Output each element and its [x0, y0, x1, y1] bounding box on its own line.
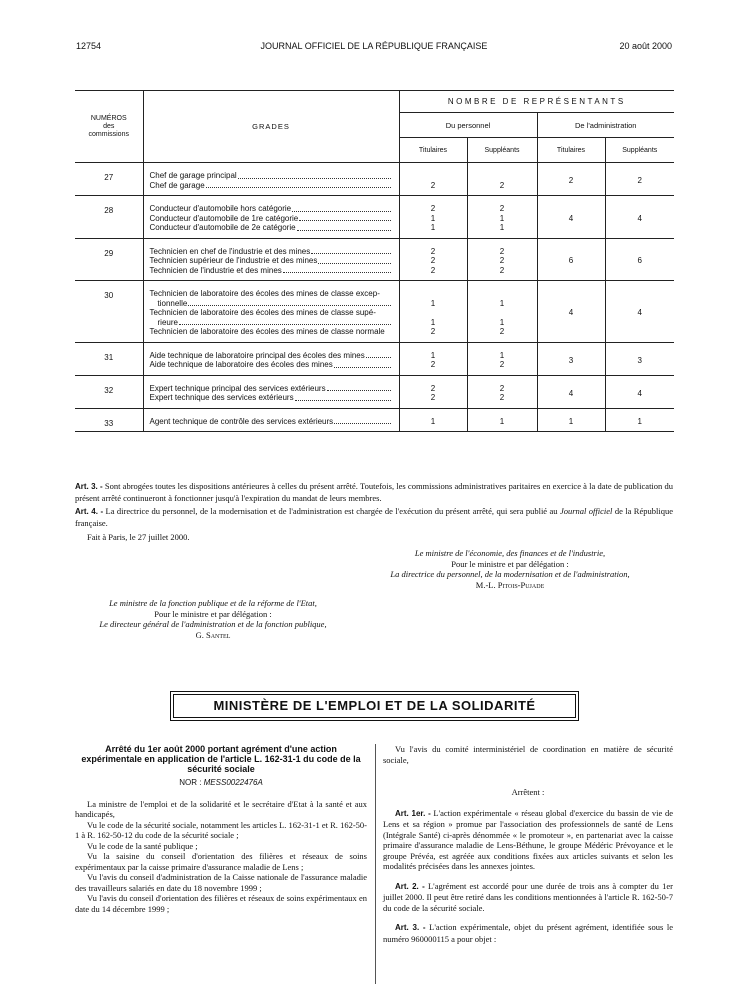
table-row — [75, 375, 674, 408]
personnel-suppleants: 1 1 2 — [467, 281, 537, 343]
personnel-suppleants: 2 — [467, 163, 537, 196]
personnel-titulaires: 1 1 2 — [399, 281, 467, 343]
article-4: Art. 4. - La directrice du personnel, de la modernisation et de l'administration est chargée de l'exécution du présent arrêté, qui sera publié au Journal officiel de la République française. — [75, 506, 673, 528]
grade-line: Aide technique de laboratoire des écoles des mines — [150, 360, 391, 370]
grade-cell — [143, 196, 399, 239]
personnel-titulaires: 2 2 2 — [399, 238, 467, 281]
column-divider — [375, 744, 376, 984]
grade-cell — [143, 238, 399, 281]
grade-cell — [143, 408, 399, 432]
commission-number: 31 — [75, 342, 143, 375]
grade-line: Agent technique de contrôle des services extérieurs — [150, 417, 391, 427]
table-row — [75, 408, 674, 432]
header-pers-titulaires: Titulaires — [399, 138, 467, 163]
personnel-suppleants: 2 2 2 — [467, 238, 537, 281]
grade-line: Chef de garage — [150, 181, 391, 191]
grade-line: Chef de garage principal — [150, 171, 391, 181]
fait-a-paris: Fait à Paris, le 27 juillet 2000. — [87, 532, 190, 542]
administration-suppleants: 3 — [605, 342, 674, 375]
administration-suppleants: 6 — [605, 238, 674, 281]
grade-line: Technicien en chef de l'industrie et des mines — [150, 247, 391, 257]
visa-paragraph: Vu le code de la santé publique ; — [87, 840, 198, 851]
grade-line: Technicien de laboratoire des écoles des mines de classe supé- — [149, 308, 376, 317]
commission-number: 32 — [75, 375, 143, 408]
header-representants: NOMBRE DE REPRÉSENTANTS — [399, 91, 674, 113]
left-column — [75, 744, 367, 914]
grade-cell — [143, 375, 399, 408]
administration-suppleants: 1 — [605, 408, 674, 432]
administration-titulaires: 2 — [537, 163, 605, 196]
article-3 — [75, 481, 673, 503]
grade-line: Conducteur d'automobile de 2e catégorie — [150, 223, 391, 233]
personnel-suppleants: 1 — [467, 408, 537, 432]
arrete-article: Art. 3. - L'action expérimentale, objet du présent agrément, identifiée sous le numéro 960000115 a pour objet : — [383, 922, 673, 944]
visa-paragraph: La ministre de l'emploi et de la solidarité et le secrétaire d'Etat à la santé et aux handicapés, — [75, 798, 367, 819]
article-3-text: Sont abrogées toutes les dispositions antérieures à celles du présent arrêté. Toutefois, les commissions administratives paritaires en exercice à la date de publication du présent arrêté continueront à fonctionner jusqu'à l'expiration du mandat de leurs membres. — [75, 481, 673, 503]
grade-line: rieure — [150, 318, 391, 328]
journal-officiel-ref: Journal officiel — [559, 506, 613, 516]
grade-line: Technicien supérieur de l'industrie et des mines — [150, 256, 391, 266]
grade-cell — [143, 281, 399, 343]
arrete-article: Art. 2. - L'agrément est accordé pour une durée de trois ans à compter du 1er juillet 2000. Il peut être retiré dans les conditions mentionnées à l'article R. 162-50-7 du code de la sécurité sociale. — [383, 880, 673, 913]
table-row — [75, 196, 674, 239]
visa-paragraph: Vu la saisine du conseil d'orientation des filières et réseaux de soins expérimentaux par la caisse primaire d'assurance maladie de Lens ; — [75, 851, 367, 872]
grade-line: Expert technique des services extérieurs — [150, 393, 391, 403]
grade-line: Technicien de laboratoire des écoles des mines de classe normale — [149, 327, 385, 336]
grade-line: Technicien de l'industrie et des mines — [150, 266, 391, 276]
visa-paragraph: Vu l'avis du conseil d'administration de la Caisse nationale de l'assurance maladie des travailleurs salariés en date du 18 novembre 1999 ; — [75, 872, 367, 893]
table-row — [75, 238, 674, 281]
right-column — [383, 744, 673, 944]
representatives-table — [75, 90, 674, 432]
table-row — [75, 281, 674, 343]
nor-reference: NOR : MESS0022476A — [179, 778, 263, 787]
signatory-name: G. Santel — [195, 629, 231, 640]
personnel-titulaires: 2 1 1 — [399, 196, 467, 239]
administration-suppleants: 2 — [605, 163, 674, 196]
administration-titulaires: 6 — [537, 238, 605, 281]
ministry-banner: MINISTÈRE DE L'EMPLOI ET DE LA SOLIDARITÉ — [173, 694, 576, 718]
article-3-label: Art. 3. - — [75, 482, 103, 491]
personnel-suppleants: 2 1 1 — [467, 196, 537, 239]
commission-number: 33 — [75, 408, 143, 432]
administration-titulaires: 3 — [537, 342, 605, 375]
journal-title: JOURNAL OFFICIEL DE LA RÉPUBLIQUE FRANÇAISE — [260, 41, 488, 51]
visa-paragraph: Vu l'avis du conseil d'orientation des filières et réseaux de soins expérimentaux en date du 14 décembre 1999 ; — [75, 893, 367, 914]
grade-line: Technicien de laboratoire des écoles des mines de classe excep- — [149, 289, 380, 298]
grade-cell — [143, 342, 399, 375]
header-administration: De l'administration — [537, 113, 674, 138]
header-adm-suppleants: Suppléants — [605, 138, 674, 163]
header-grades: GRADES — [143, 91, 399, 163]
administration-suppleants: 4 — [605, 281, 674, 343]
grade-line: Aide technique de laboratoire principal des écoles des mines — [150, 351, 391, 361]
personnel-titulaires: 1 — [399, 408, 467, 432]
arrete-title: Arrêté du 1er août 2000 portant agrément d'une action expérimentale en application de l'article L. 162-31-1 du code de la sécurité sociale — [81, 744, 361, 774]
arretent: Arrêtent : — [511, 787, 545, 797]
commission-number: 30 — [75, 281, 143, 343]
administration-titulaires: 4 — [537, 375, 605, 408]
grade-line: Conducteur d'automobile de 1re catégorie — [150, 214, 391, 224]
header-pers-suppleants: Suppléants — [467, 138, 537, 163]
page-header — [76, 41, 672, 53]
table-row — [75, 342, 674, 375]
header-numbers: NUMÉROS des commissions — [75, 91, 143, 163]
administration-suppleants: 4 — [605, 196, 674, 239]
personnel-titulaires: 2 — [399, 163, 467, 196]
administration-titulaires: 4 — [537, 196, 605, 239]
commission-number: 29 — [75, 238, 143, 281]
arrete-article: Art. 1er. - L'action expérimentale « réseau global d'exercice du bassin de vie de Lens et sa région » promue par l'association des professionnels de santé de Lens (Intégrale Santé) ci-après dénommée « le promoteur », en partenariat avec la caisse primaire d'assurance maladie de Lens-Béthune, le groupe Médéric Prévoyance et le groupe Prévéa, est agréée aux conditions fixées aux articles suivants et selon les modalités précisées dans les annexes jointes. — [383, 807, 673, 871]
commission-number: 28 — [75, 196, 143, 239]
right-intro: Vu l'avis du comité interministériel de coordination en matière de sécurité sociale, — [383, 744, 673, 765]
grade-cell — [143, 163, 399, 196]
signatory-name: M.-L. Pitois-Pujade — [475, 579, 545, 590]
personnel-suppleants: 1 2 — [467, 342, 537, 375]
issue-date: 20 août 2000 — [619, 41, 672, 51]
table-body — [75, 163, 674, 432]
article-4-label: Art. 4. - — [75, 507, 104, 516]
grade-line: Expert technique principal des services extérieurs — [150, 384, 391, 394]
personnel-titulaires: 2 2 — [399, 375, 467, 408]
personnel-suppleants: 2 2 — [467, 375, 537, 408]
grade-line: Conducteur d'automobile hors catégorie — [150, 204, 391, 214]
grade-line: tionnelle — [150, 299, 391, 309]
signature-left: Le ministre de la fonction publique et de la réforme de l'Etat, Pour le ministre et par délégation : Le directeur général de l'administration et de la fonction publique, G. Santel — [58, 598, 368, 640]
personnel-titulaires: 1 2 — [399, 342, 467, 375]
signature-right: Le ministre de l'économie, des finances et de l'industrie, Pour le ministre et par délégation : La directrice du personnel, de la modernisation et de l'administration, M.-L. Pitois-Pujade — [340, 548, 680, 590]
administration-suppleants: 4 — [605, 375, 674, 408]
header-personnel: Du personnel — [399, 113, 537, 138]
table-row — [75, 163, 674, 196]
commission-number: 27 — [75, 163, 143, 196]
visa-paragraph: Vu le code de la sécurité sociale, notamment les articles L. 162-31-1 et R. 162-50-1 à R. 162-50-12 du code de la sécurité sociale ; — [75, 819, 367, 840]
page-number: 12754 — [76, 41, 102, 51]
administration-titulaires: 4 — [537, 281, 605, 343]
header-adm-titulaires: Titulaires — [537, 138, 605, 163]
administration-titulaires: 1 — [537, 408, 605, 432]
